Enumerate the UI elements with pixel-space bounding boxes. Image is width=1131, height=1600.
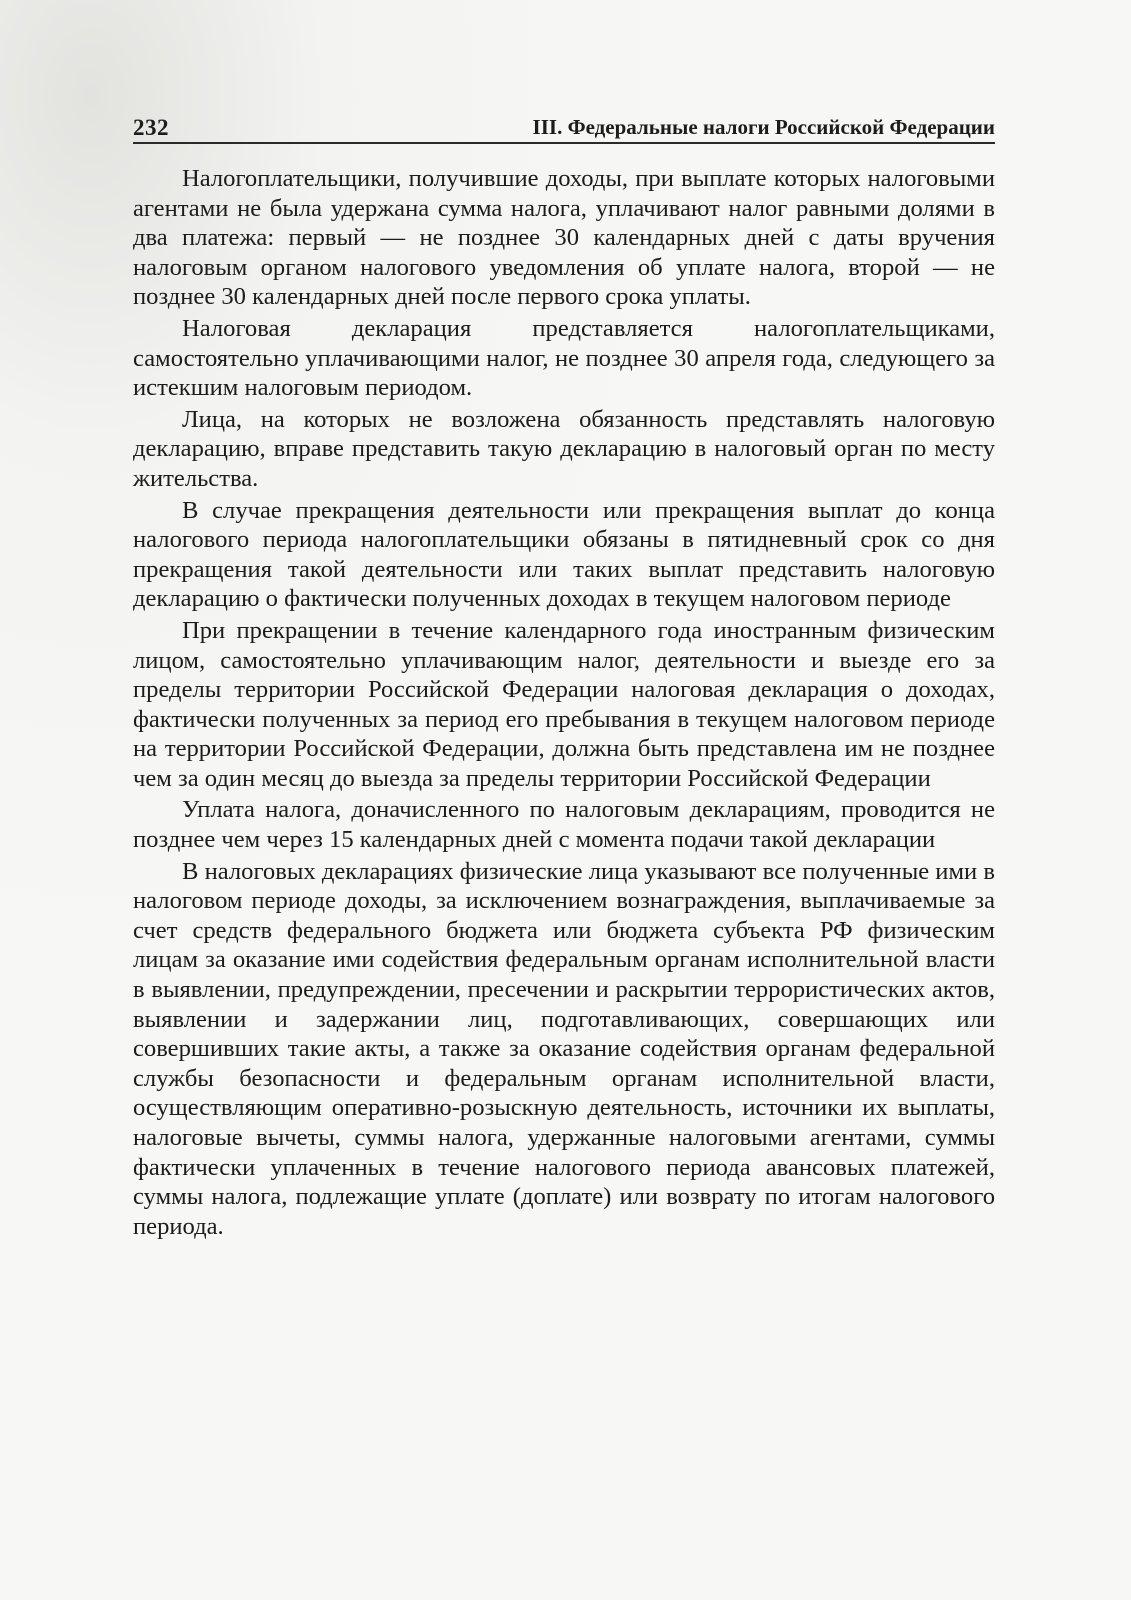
paragraph: Уплата налога, доначисленного по налоговым декларациям, проводится не позднее чем через 15 календарных дней с момента подачи такой декларации [133,796,995,854]
page-header [133,112,995,144]
paragraph: В налоговых декларациях физические лица указывают все полученные ими в налоговом периоде доходы, за исключением вознаграждения, выплачиваемые за счет средств федерального бюджета или бюджета субъекта РФ физическим лицам за оказание ими содействия федеральным органам исполнительной власти в выявлении, предупреждении, пресечении и раскрытии террористических актов, выявлении и задержании лиц, подготавливающих, совершающих или совершивших такие акты, а также за оказание содействия органам федеральной службы безопасности и федеральным органам исполнительной власти, осуществляющим оперативно-розыскную деятельность, источники их выплаты, налоговые вычеты, суммы налога, удержанные налоговыми агентами, суммы фактически уплаченных в течение налогового периода авансовых платежей, суммы налога, подлежащие уплате (доплате) или возврату по итогам налогового периода. [133,857,995,1240]
paragraph: Налоговая декларация представляется налогоплательщиками, самостоятельно уплачивающими налог, не позднее 30 апреля года, следующего за истекшим налоговым периодом. [133,314,995,402]
paragraph: Налогоплательщики, получившие доходы, при выплате которых налоговыми агентами не была удержана сумма налога, уплачивают налог равными долями в два платежа: первый — не позднее 30 календарных дней с даты вручения налоговым органом налогового уведомления об уплате налога, второй — не позднее 30 календарных дней после первого срока уплаты. [133,165,995,311]
body-text [133,164,995,1243]
paragraph: В случае прекращения деятельности или прекращения выплат до конца налогового периода налогоплательщики обязаны в пятидневный срок со дня прекращения такой деятельности или таких выплат представить налоговую декларацию о фактически полученных доходах в текущем налоговом периоде [133,496,995,613]
paragraph: Лица, на которых не возложена обязанность представлять налоговую декларацию, вправе представить такую декларацию в налоговый орган по месту жительства. [133,405,995,492]
page-number: 232 [133,115,169,140]
paragraph: При прекращении в течение календарного года иностранным физическим лицом, самостоятельно уплачивающим налог, деятельности и выезде его за пределы территории Российской Федерации налоговая декларация о доходах, фактически полученных за период его пребывания в текущем налоговом периоде на территории Российской Федерации, должна быть представлена им не позднее чем за один месяц до выезда за пределы территории Российской Федерации [133,616,995,792]
running-head: III. Федеральные налоги Российской Федерации [532,115,995,139]
